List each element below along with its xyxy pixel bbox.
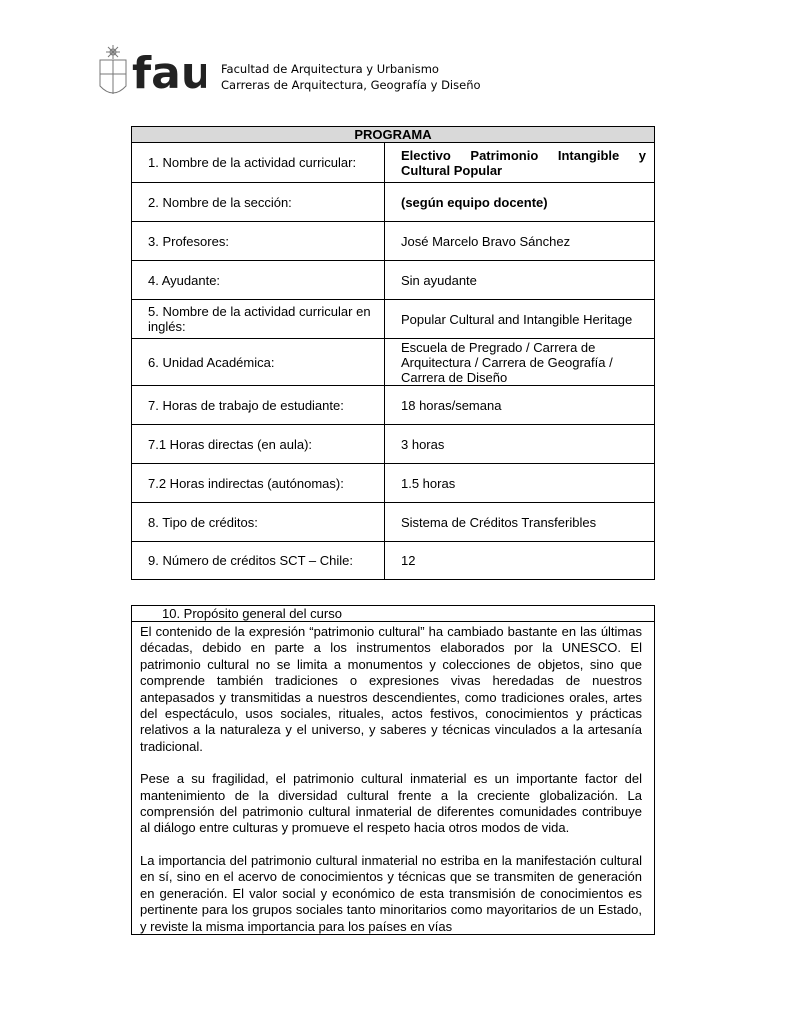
row-value: Sistema de Créditos Transferibles	[385, 503, 655, 542]
programa-row	[132, 183, 655, 222]
row-label: 6. Unidad Académica:	[132, 339, 385, 386]
row-value: Escuela de Pregrado / Carrera de Arquitectura / Carrera de Geografía / Carrera de Diseño	[385, 339, 655, 386]
programa-row	[132, 542, 655, 580]
proposito-table	[131, 605, 655, 935]
faculty-name: Facultad de Arquitectura y Urbanismo	[221, 62, 439, 76]
programa-row	[132, 143, 655, 183]
row-label: 7.2 Horas indirectas (autónomas):	[132, 464, 385, 503]
row-label: 7.1 Horas directas (en aula):	[132, 425, 385, 464]
row-label: 3. Profesores:	[132, 222, 385, 261]
row-value: (según equipo docente)	[385, 183, 655, 222]
row-label: 7. Horas de trabajo de estudiante:	[132, 386, 385, 425]
programa-row	[132, 339, 655, 386]
row-value: 18 horas/semana	[385, 386, 655, 425]
faculty-careers: Carreras de Arquitectura, Geografía y Diseño	[221, 78, 481, 92]
programa-row	[132, 425, 655, 464]
proposito-paragraph: Pese a su fragilidad, el patrimonio cultural inmaterial es un importante factor del mantenimiento de la diversidad cultural frente a la creciente globalización. La comprensión del patrimonio cultural inmaterial de diferentes comunidades contribuye al diálogo entre culturas y promueve el respeto hacia otros modos de vida.	[140, 771, 642, 836]
programa-row	[132, 300, 655, 339]
row-label: 1. Nombre de la actividad curricular:	[132, 143, 385, 183]
programa-row	[132, 222, 655, 261]
fau-logo	[96, 44, 206, 100]
programa-title: PROGRAMA	[132, 127, 655, 143]
programa-row	[132, 464, 655, 503]
programa-table	[131, 126, 655, 580]
programa-row	[132, 261, 655, 300]
row-value: 1.5 horas	[385, 464, 655, 503]
proposito-paragraph: El contenido de la expresión “patrimonio cultural” ha cambiado bastante en las últimas décadas, debido en parte a los instrumentos elaborados por la UNESCO. El patrimonio cultural no se limita a monumentos y colecciones de objetos, sino que comprende también tradiciones o expresiones vivas heredadas de nuestros antepasados y transmitidas a nuestros descendientes, como tradiciones orales, artes del espectáculo, usos sociales, rituales, actos festivos, conocimientos y prácticas relativos a la naturaleza y el universo, y saberes y técnicas vinculados a la artesanía tradicional.	[140, 624, 642, 754]
programa-row	[132, 386, 655, 425]
faculty-header	[221, 61, 481, 93]
row-label: 9. Número de créditos SCT – Chile:	[132, 542, 385, 580]
proposito-title: 10. Propósito general del curso	[132, 606, 655, 622]
row-value: 3 horas	[385, 425, 655, 464]
logo-text: fau	[132, 48, 206, 99]
row-value: Sin ayudante	[385, 261, 655, 300]
row-value: 12	[385, 542, 655, 580]
university-crest-icon	[96, 44, 206, 100]
row-value: Electivo Patrimonio Intangible y Cultural Popular	[385, 143, 655, 183]
row-value: José Marcelo Bravo Sánchez	[385, 222, 655, 261]
row-label: 4. Ayudante:	[132, 261, 385, 300]
proposito-paragraph: La importancia del patrimonio cultural inmaterial no estriba en la manifestación cultural en sí, sino en el acervo de conocimientos y técnicas que se transmiten de generación en generación. El valor social y económico de esta transmisión de conocimientos es pertinente para los grupos sociales tanto minoritarios como mayoritarios de un Estado, y reviste la misma importancia para los países en vías	[140, 852, 642, 934]
row-label: 5. Nombre de la actividad curricular en inglés:	[132, 300, 385, 339]
proposito-body	[132, 622, 655, 935]
programa-row	[132, 503, 655, 542]
row-label: 8. Tipo de créditos:	[132, 503, 385, 542]
row-value: Popular Cultural and Intangible Heritage	[385, 300, 655, 339]
row-label: 2. Nombre de la sección:	[132, 183, 385, 222]
